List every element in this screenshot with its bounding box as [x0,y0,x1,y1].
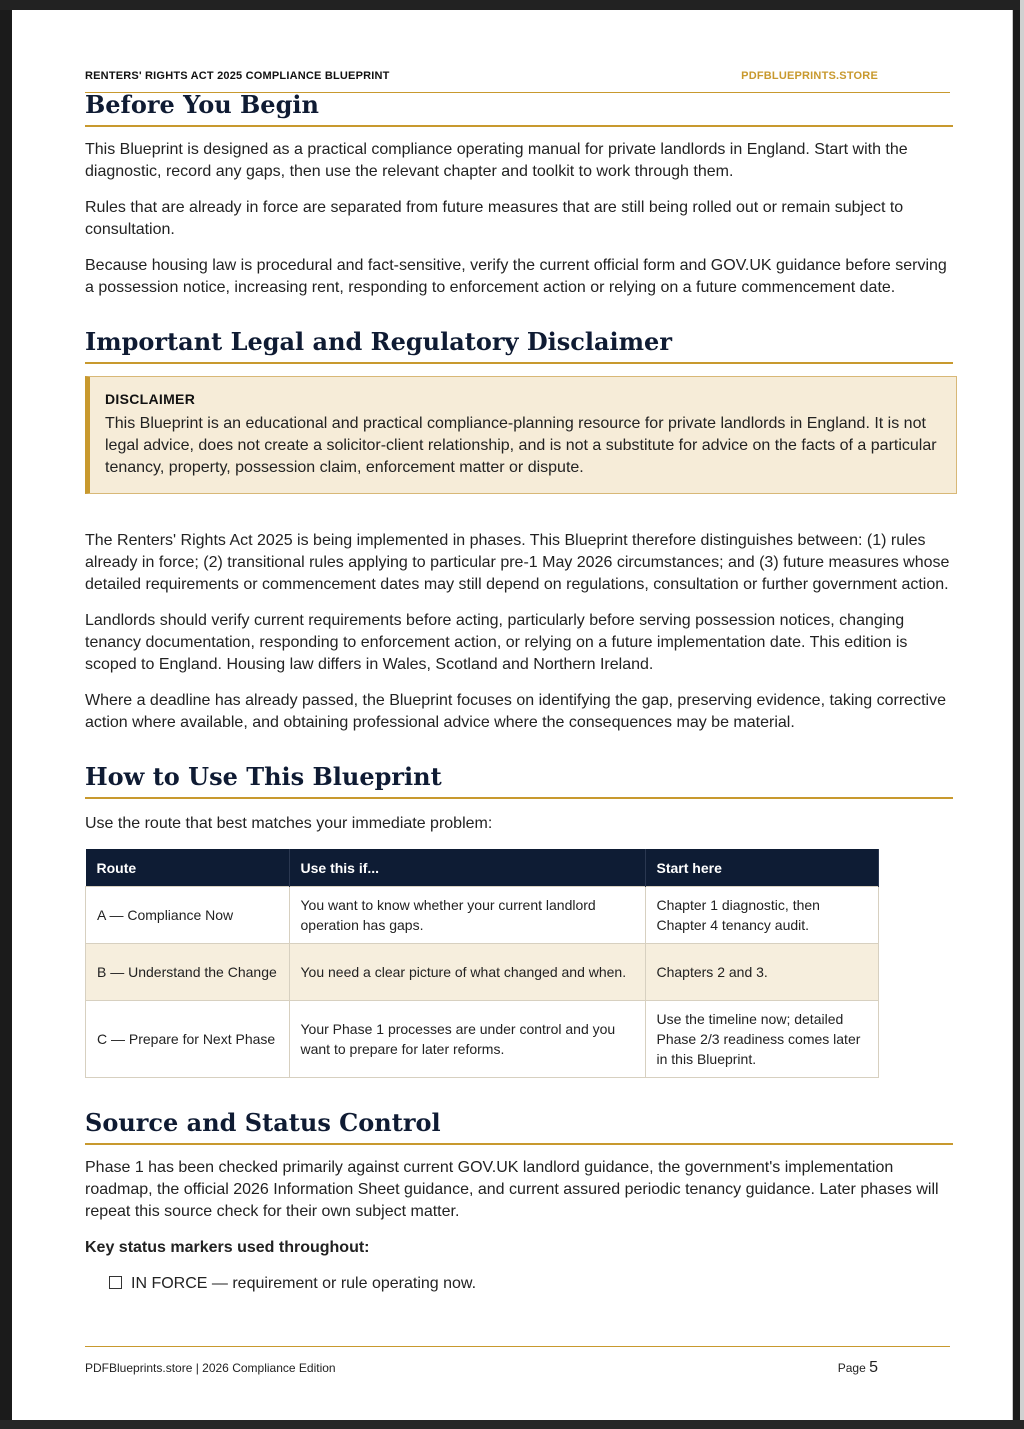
footer-edition: PDFBlueprints.store | 2026 Compliance Edition [85,1361,336,1375]
table-header-row [86,849,879,887]
section-title-disclaimer: Important Legal and Regulatory Disclaimer [85,323,953,364]
footer-page-label: Page [837,1361,866,1375]
table-cell: B — Understand the Change [86,944,290,1001]
page-footer [85,1346,950,1376]
table-header-cell: Start here [645,849,879,887]
disclaimer-box-title: DISCLAIMER [105,391,196,407]
checkbox-icon [109,1276,122,1289]
before-paragraph-3: Because housing law is procedural and fact-sensitive, verify the current official form and GOV.UK guidance before serving a possession notice, increasing rent, responding to enforcement action or relying on a future commencement date. [85,257,947,296]
table-header-cell: Route [86,849,290,887]
status-marker-item [85,1273,953,1295]
section-title-how: How to Use This Blueprint [85,758,953,799]
table-row [86,887,879,944]
document-page [12,10,1013,1420]
source-paragraph-1: Phase 1 has been checked primarily against current GOV.UK landlord guidance, the government's implementation roadmap, the official 2026 Information Sheet guidance, and current assured periodic tenancy guidance. Later phases will repeat this source check for their own subject matter. [85,1159,939,1220]
disclaimer-box-text: This Blueprint is an educational and practical compliance-planning resource for private landlords in England. It is not legal advice, does not create a solicitor-client relationship, and is not a substitute for advice on the facts of a particular tenancy, property, possession claim, enforcement matter or dispute. [105,415,937,476]
page-content [85,86,953,1295]
header-title: RENTERS' RIGHTS ACT 2025 COMPLIANCE BLUEPRINT [85,70,390,82]
footer-page-number: 5 [869,1359,878,1376]
status-marker-text: IN FORCE — requirement or rule operating now. [131,1275,477,1292]
table-cell: You need a clear picture of what changed and when. [289,944,645,1001]
how-intro: Use the route that best matches your immediate problem: [85,815,493,832]
table-header-cell: Use this if... [289,849,645,887]
before-paragraph-1: This Blueprint is designed as a practical compliance operating manual for private landlords in England. Start with the diagnostic, record any gaps, then use the relevant chapter and toolkit to work through them. [85,141,908,180]
table-cell: C — Prepare for Next Phase [86,1001,290,1078]
table-cell: Use the timeline now; detailed Phase 2/3 readiness comes later in this Blueprint. [645,1001,879,1078]
status-markers-label: Key status markers used throughout: [85,1239,370,1256]
disclaimer-box [85,376,957,494]
section-title-source: Source and Status Control [85,1104,953,1145]
header-site: PDFBLUEPRINTS.STORE [741,70,878,82]
before-paragraph-2: Rules that are already in force are separated from future measures that are still being rolled out or remain subject to consultation. [85,199,904,238]
table-cell: Your Phase 1 processes are under control and you want to prepare for later reforms. [289,1001,645,1078]
table-row [86,944,879,1001]
next-window-peek [0,1420,1024,1429]
disclaimer-paragraph-2: Landlords should verify current requirements before acting, particularly before serving possession notices, changing tenancy documentation, responding to enforcement action, or relying on a future implementation date. This edition is scoped to England. Housing law differs in Wales, Scotland and Northern Ireland. [85,612,908,673]
footer-page [838,1359,878,1377]
window-top-strip [0,0,1024,10]
table-cell: Chapters 2 and 3. [645,944,879,1001]
table-cell: A — Compliance Now [86,887,290,944]
table-cell: Chapter 1 diagnostic, then Chapter 4 tenancy audit. [645,887,879,944]
disclaimer-paragraph-3: Where a deadline has already passed, the Blueprint focuses on identifying the gap, preserving evidence, taking corrective action where available, and obtaining professional advice where the consequences may be material. [85,692,946,731]
section-title-before: Before You Begin [85,86,953,127]
route-table [85,849,879,1078]
disclaimer-paragraph-1: The Renters' Rights Act 2025 is being implemented in phases. This Blueprint therefore distinguishes between: (1) rules already in force; (2) transitional rules applying to particular pre-1 May 2026 circumstances; and (3) future measures whose detailed requirements or commencement dates may still depend on regulations, consultation or further government action. [85,532,950,593]
table-row [86,1001,879,1078]
table-cell: You want to know whether your current landlord operation has gaps. [289,887,645,944]
window-right-edge [1020,0,1024,1429]
